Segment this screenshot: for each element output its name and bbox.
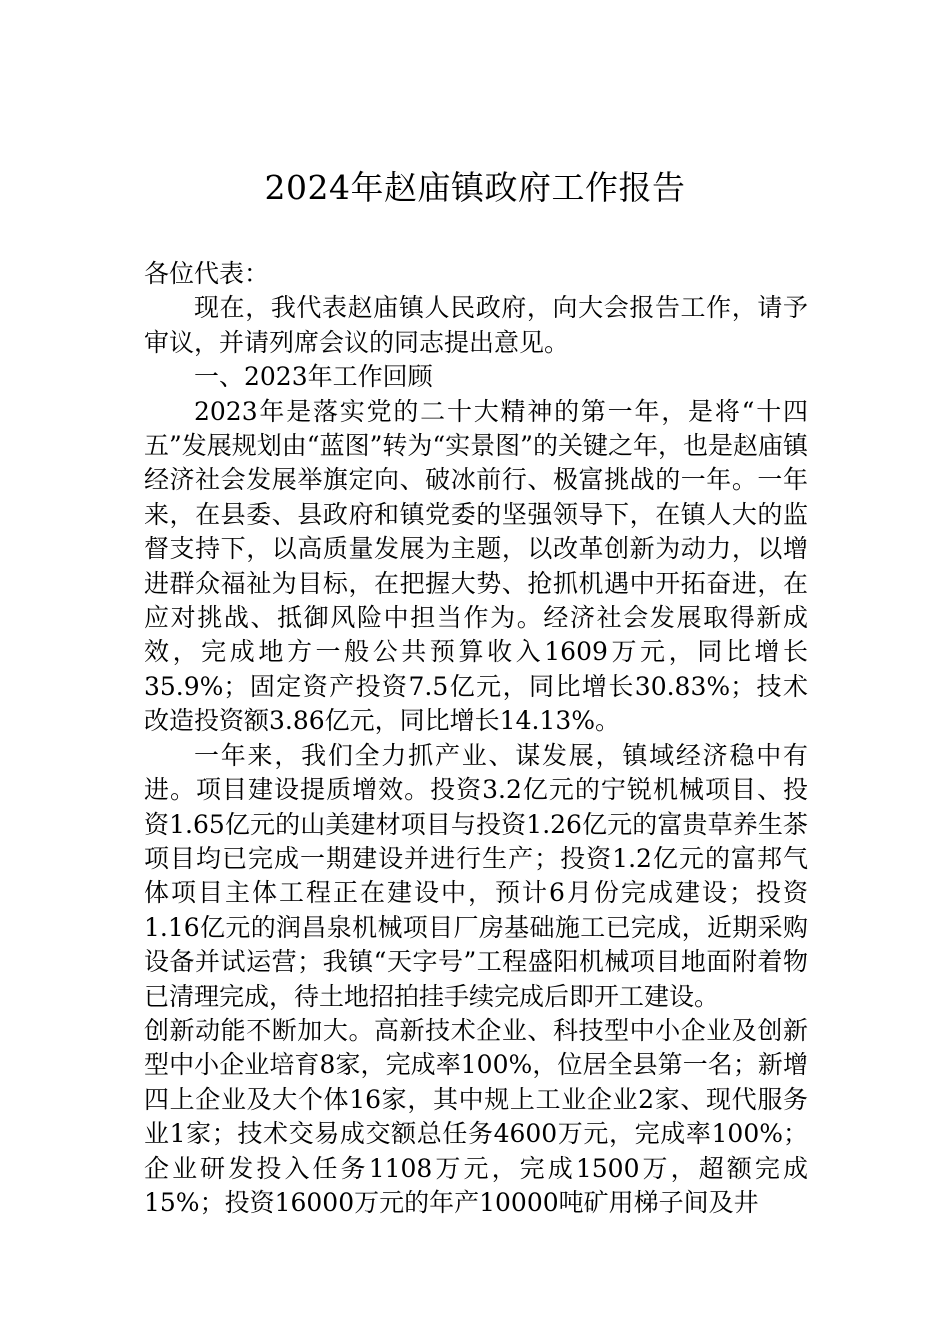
document-body: [144, 257, 808, 1220]
paragraph-intro: 现在，我代表赵庙镇人民政府，向大会报告工作，请予审议，并请列席会议的同志提出意见。: [144, 293, 808, 357]
paragraph-overview: 2023年是落实党的二十大精神的第一年，是将“十四五”发展规划由“蓝图”转为“实景图”的关键之年，也是赵庙镇经济社会发展举旗定向、破冰前行、极富挑战的一年。一年来，在县委、县政府和镇党委的坚强领导下，在镇人大的监督支持下，以高质量发展为主题，以改革创新为动力，以增进群众福祉为目标，在把握大势、抢抓机遇中开拓奋进，在应对挑战、抵御风险中担当作为。经济社会发展取得新成效，完成地方一般公共预算收入1609万元，同比增长35.9%；固定资产投资7.5亿元，同比增长30.83%；技术改造投资额3.86亿元，同比增长14.13%。: [144, 396, 808, 736]
document-title: 2024年赵庙镇政府工作报告: [264, 168, 686, 207]
section-heading-review: 一、2023年工作回顾: [194, 362, 433, 392]
paragraph-innovation: 创新动能不断加大。高新技术企业、科技型中小企业及创新型中小企业培育8家，完成率100%，位居全县第一名；新增四上企业及大个体16家，其中规上工业企业2家、现代服务业1家；技术交易成交额总任务4600万元，完成率100%；企业研发投入任务1108万元，完成1500万，超额完成15%；投资16000万元的年产10000吨矿用梯子间及井: [144, 1015, 808, 1217]
paragraph-industry: 一年来，我们全力抓产业、谋发展，镇域经济稳中有进。项目建设提质增效。投资3.2亿元的宁锐机械项目、投资1.65亿元的山美建材项目与投资1.26亿元的富贵草养生茶项目均已完成一期建设并进行生产；投资1.2亿元的富邦气体项目主体工程正在建设中，预计6月份完成建设；投资1.16亿元的润昌泉机械项目厂房基础施工已完成，近期采购设备并试运营；我镇“天字号”工程盛阳机械项目地面附着物已清理完成，待土地招拍挂手续完成后即开工建设。: [144, 740, 808, 1011]
salutation: 各位代表：: [144, 259, 270, 288]
